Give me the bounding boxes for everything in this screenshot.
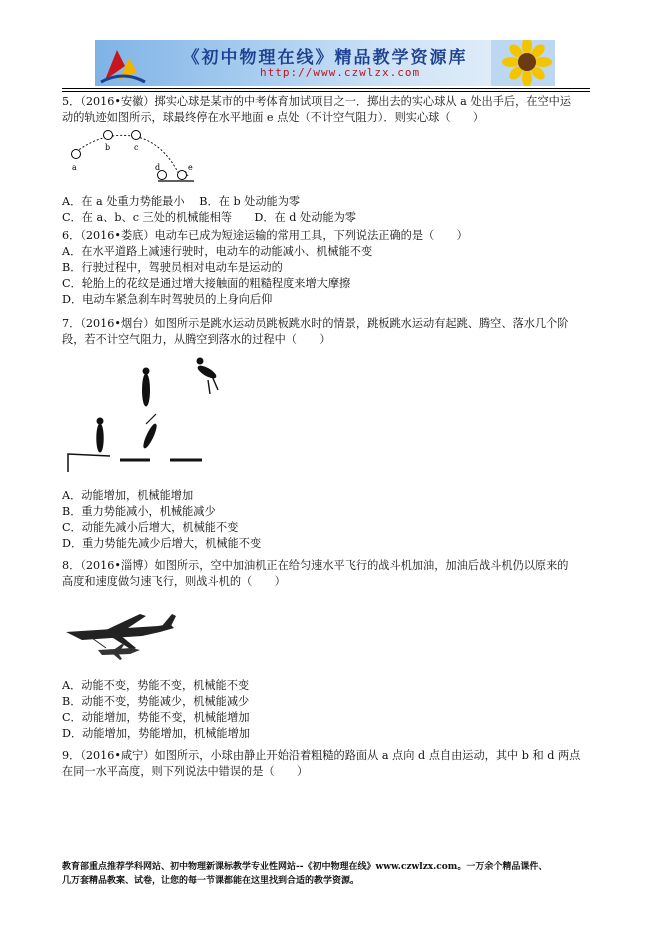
q7-diver-2 bbox=[143, 374, 150, 406]
question-7 bbox=[62, 316, 590, 348]
q5-label-c: c bbox=[134, 143, 139, 152]
q6-option-c[interactable]: C．轮胎上的花纹是通过增大接触面的粗糙程度来增大摩擦 bbox=[62, 277, 351, 290]
banner-url[interactable]: http://www.czwlzx.com bbox=[260, 66, 421, 79]
header-banner bbox=[95, 40, 555, 86]
q6-option-a[interactable]: A．在水平道路上减速行驶时，电动车的动能减小、机械能不变 bbox=[62, 245, 373, 258]
q5-ball-trajectory-figure bbox=[62, 128, 202, 188]
q6-stem: 6．（2016•娄底）电动车已成为短途运输的常用工具，下列说法正确的是（ ） bbox=[62, 229, 468, 242]
q5-label-d: d bbox=[155, 163, 161, 172]
q5-ball-a bbox=[72, 150, 81, 159]
q7-stem-line2: 段，若不计空气阻力，从腾空到落水的过程中（ ） bbox=[62, 333, 331, 346]
q8-stem-line2: 高度和速度做匀速飞行，则战斗机的（ ） bbox=[62, 575, 286, 588]
q7-options bbox=[62, 488, 590, 552]
q5-option-cd[interactable]: C．在 a、b、c 三处的机械能相等 D．在 d 处动能为零 bbox=[62, 211, 356, 224]
q5-ball-c bbox=[132, 131, 141, 140]
question-6 bbox=[62, 228, 590, 308]
q5-label-a: a bbox=[72, 163, 77, 172]
q7-diver-figure bbox=[62, 350, 242, 475]
q7-option-a[interactable]: A．动能增加，机械能增加 bbox=[62, 489, 194, 502]
q8-option-b[interactable]: B．动能不变，势能减少，机械能减少 bbox=[62, 695, 250, 708]
page-footer bbox=[62, 860, 607, 888]
q9-stem-line1: 9．（2016•咸宁）如图所示，小球由静止开始沿着粗糙的路面从 a 点向 d 点自由运动，其中 b 和 d 两点 bbox=[62, 749, 581, 762]
q8-options bbox=[62, 678, 590, 742]
question-9 bbox=[62, 748, 590, 780]
q7-diver-3 bbox=[142, 423, 158, 449]
q5-options bbox=[62, 194, 590, 226]
q5-stem-line1: 5．（2016•安徽）掷实心球是某市的中考体育加试项目之一．掷出去的实心球从 a 处出手后，在空中运 bbox=[62, 95, 572, 108]
q5-label-e: e bbox=[188, 163, 193, 172]
banner-title: 《初中物理在线》精品教学资源库 bbox=[182, 48, 468, 68]
q8-option-a[interactable]: A．动能不变，势能不变，机械能不变 bbox=[62, 679, 250, 692]
q7-option-b[interactable]: B．重力势能减小，机械能减少 bbox=[62, 505, 216, 518]
header-rule-double bbox=[62, 91, 590, 92]
q5-stem-line2: 动的轨迹如图所示，球最终停在水平地面 e 点处（不计空气阻力）．则实心球（ ） bbox=[62, 111, 485, 124]
q5-option-ab[interactable]: A．在 a 处重力势能最小 B．在 b 处动能为零 bbox=[62, 195, 301, 208]
q9-stem-line2: 在同一水平高度，则下列说法中错误的是（ ） bbox=[62, 765, 309, 778]
q7-diver-4 bbox=[197, 364, 218, 380]
sunflower-icon bbox=[491, 40, 555, 86]
q5-ball-b bbox=[104, 131, 113, 140]
q5-label-b: b bbox=[105, 143, 111, 152]
q7-stem-line1: 7．（2016•烟台）如图所示是跳水运动员跳板跳水时的情景，跳板跳水运动有起跳、腾空、落水几个阶 bbox=[62, 317, 569, 330]
q6-option-b[interactable]: B．行驶过程中，驾驶员相对电动车是运动的 bbox=[62, 261, 283, 274]
q5-ball-e bbox=[178, 171, 187, 180]
q8-option-d[interactable]: D．动能增加，势能增加，机械能增加 bbox=[62, 727, 250, 740]
q8-option-c[interactable]: C．动能增加，势能不变，机械能增加 bbox=[62, 711, 250, 724]
question-5 bbox=[62, 94, 590, 126]
q6-option-d[interactable]: D．电动车紧急刹车时驾驶员的上身向后仰 bbox=[62, 293, 273, 306]
header-rule bbox=[62, 88, 590, 89]
q8-refueling-figure bbox=[62, 610, 182, 666]
q7-option-d[interactable]: D．重力势能先减少后增大，机械能不变 bbox=[62, 537, 262, 550]
question-8 bbox=[62, 558, 590, 590]
footer-line2: 几万套精品教案、试卷，让您的每一节课都能在这里找到合适的教学资源。 bbox=[62, 876, 360, 886]
footer-line1: 教育部重点推荐学科网站、初中物理新课标教学专业性网站--《初中物理在线》www.czwlzx.com。一万余个精品课件、 bbox=[62, 862, 548, 872]
q7-option-c[interactable]: C．动能先减小后增大，机械能不变 bbox=[62, 521, 239, 534]
q7-diver-1 bbox=[97, 424, 103, 452]
q8-stem-line1: 8．（2016•淄博）如图所示，空中加油机正在给匀速水平飞行的战斗机加油，加油后战斗机仍以原来的 bbox=[62, 559, 569, 572]
